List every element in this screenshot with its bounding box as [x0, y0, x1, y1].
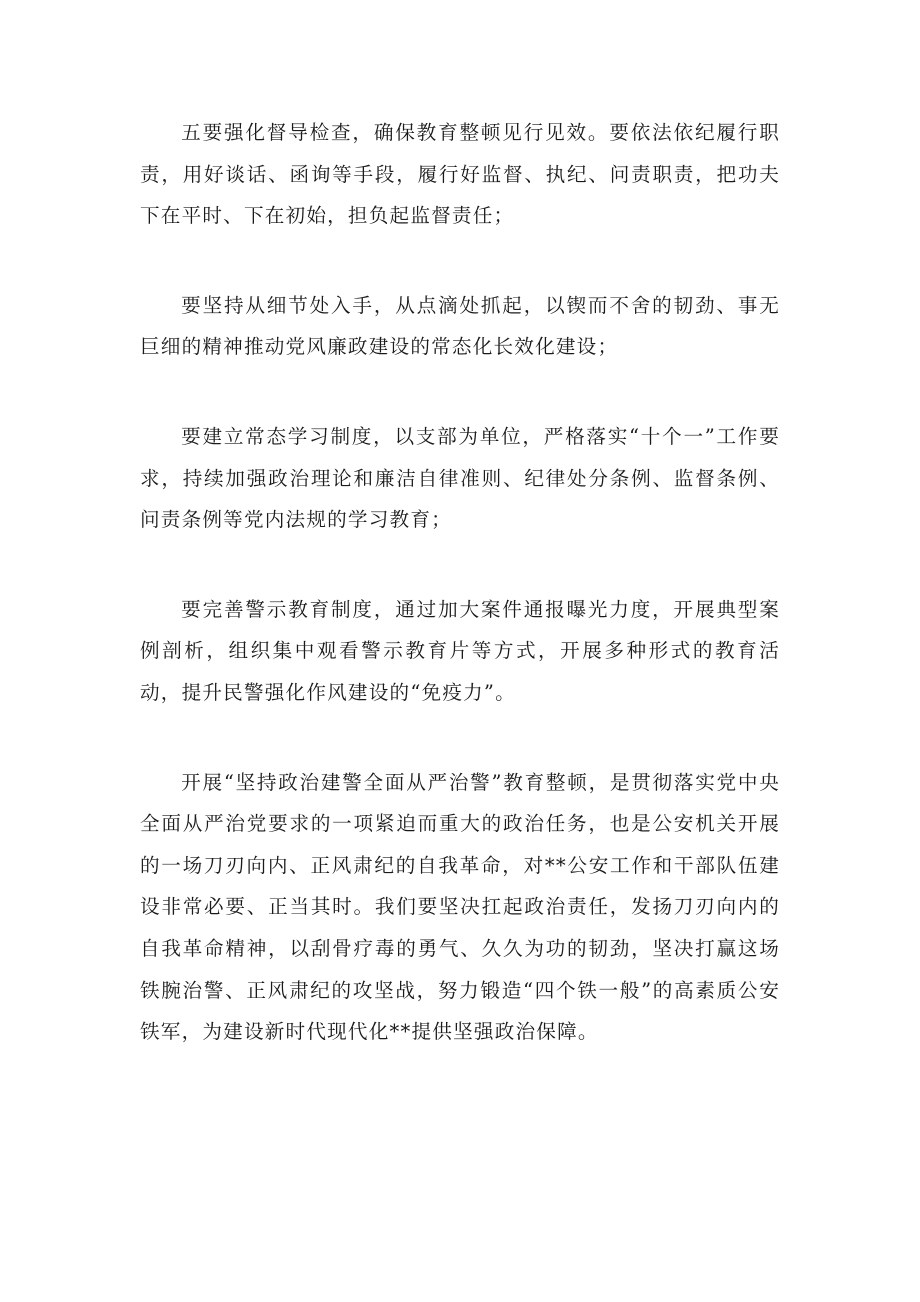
- document-body: [140, 112, 780, 1101]
- paragraph-supervision: 五要强化督导检查，确保教育整顿见行见效。要依法依纪履行职责，用好谈话、函询等手段，履行好监督、执纪、问责职责，把功夫下在平时、下在初始，担负起监督责任；: [140, 121, 780, 228]
- paragraph-conclusion: 开展“坚持政治建警全面从严治警”教育整顿，是贯彻落实党中央全面从严治党要求的一项紧迫而重大的政治任务，也是公安机关开展的一场刀刃向内、正风肃纪的自我革命，对**公安工作和干部队伍建设非常必要、正当其时。我们要坚决扛起政治责任，发扬刀刃向内的自我革命精神，以刮骨疗毒的勇气、久久为功的韧劲，坚决打赢这场铁腕治警、正风肃纪的攻坚战，努力锻造“四个铁一般”的高素质公安铁军，为建设新时代现代化**提供坚强政治保障。: [140, 770, 780, 1044]
- paragraph-study-system: 要建立常态学习制度，以支部为单位，严格落实“十个一”工作要求，持续加强政治理论和廉洁自律准则、纪律处分条例、监督条例、问责条例等党内法规的学习教育；: [140, 424, 780, 532]
- paragraph-warning-education: 要完善警示教育制度，通过加大案件通报曝光力度，开展典型案例剖析，组织集中观看警示教育片等方式，开展多种形式的教育活动，提升民警强化作风建设的“免疫力”。: [140, 597, 780, 704]
- paragraph-details: 要坚持从细节处入手，从点滴处抓起，以锲而不舍的韧劲、事无巨细的精神推动党风廉政建设的常态化长效化建设；: [140, 293, 780, 359]
